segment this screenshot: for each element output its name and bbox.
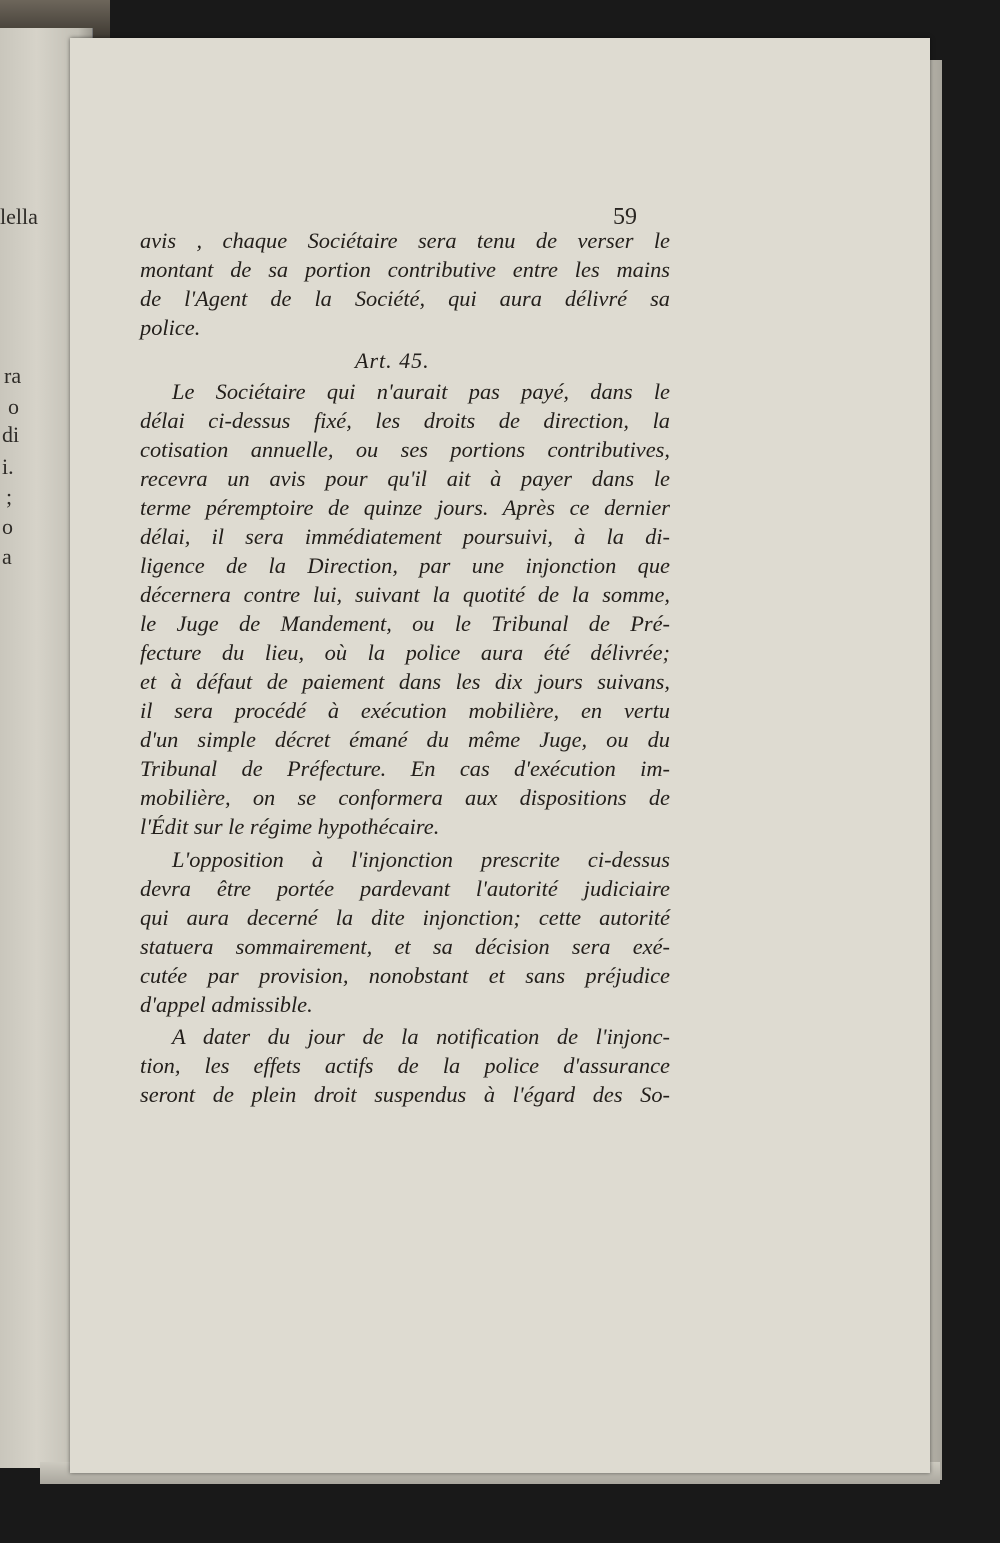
text-line: statuera sommairement, et sa décision sera exé- (140, 934, 670, 959)
text-line: et à défaut de paiement dans les dix jours suivans, (140, 669, 670, 694)
article-heading: Art. 45. (355, 348, 430, 373)
text-line: qui aura decerné la dite injonction; cette autorité (140, 905, 670, 930)
left-page-fragment: a (2, 544, 12, 569)
left-page-fragment: i. (2, 454, 14, 479)
text-line: fecture du lieu, où la police aura été délivrée; (140, 640, 670, 665)
text-line: cutée par provision, nonobstant et sans préjudice (140, 963, 670, 988)
left-page-fragment: lella (0, 204, 38, 229)
text-line: décernera contre lui, suivant la quotité de la somme, (140, 582, 670, 607)
text-line: montant de sa portion contributive entre les mains (140, 257, 670, 282)
text-line: terme péremptoire de quinze jours. Après ce dernier (140, 495, 670, 520)
left-page-fragment: o (2, 514, 13, 539)
text-line: A dater du jour de la notification de l'injonc- (172, 1024, 670, 1049)
text-line: devra être portée pardevant l'autorité judiciaire (140, 876, 670, 901)
text-line: il sera procédé à exécution mobilière, en vertu (140, 698, 670, 723)
text-line: Tribunal de Préfecture. En cas d'exécution im- (140, 756, 670, 781)
text-line: délai ci-dessus fixé, les droits de direction, la (140, 408, 670, 433)
text-line: d'appel admissible. (140, 992, 313, 1017)
text-line: recevra un avis pour qu'il ait à payer dans le (140, 466, 670, 491)
text-line: délai, il sera immédiatement poursuivi, à la di- (140, 524, 670, 549)
text-line: L'opposition à l'injonction prescrite ci-dessus (172, 847, 670, 872)
page-number: 59 (613, 204, 637, 230)
left-page-fragment: di (2, 422, 20, 447)
left-page-fragment: ; (6, 484, 13, 509)
text-line: l'Édit sur le régime hypothécaire. (140, 814, 440, 839)
text-line: le Juge de Mandement, ou le Tribunal de Pré- (140, 611, 670, 636)
left-page-fragment: ra (4, 363, 22, 388)
text-line: avis , chaque Sociétaire sera tenu de verser le (140, 228, 670, 253)
left-page-fragment: o (8, 394, 19, 419)
text-line: seront de plein droit suspendus à l'égard des So- (140, 1082, 670, 1107)
text-line: Le Sociétaire qui n'aurait pas payé, dans le (172, 379, 670, 404)
text-line: mobilière, on se conformera aux dispositions de (140, 785, 670, 810)
text-line: tion, les effets actifs de la police d'assurance (140, 1053, 670, 1078)
text-line: cotisation annuelle, ou ses portions contributives, (140, 437, 670, 462)
text-line: de l'Agent de la Société, qui aura délivré sa (140, 286, 670, 311)
text-line: police. (140, 315, 201, 340)
text-line: d'un simple décret émané du même Juge, ou du (140, 727, 670, 752)
text-line: ligence de la Direction, par une injonction que (140, 553, 670, 578)
